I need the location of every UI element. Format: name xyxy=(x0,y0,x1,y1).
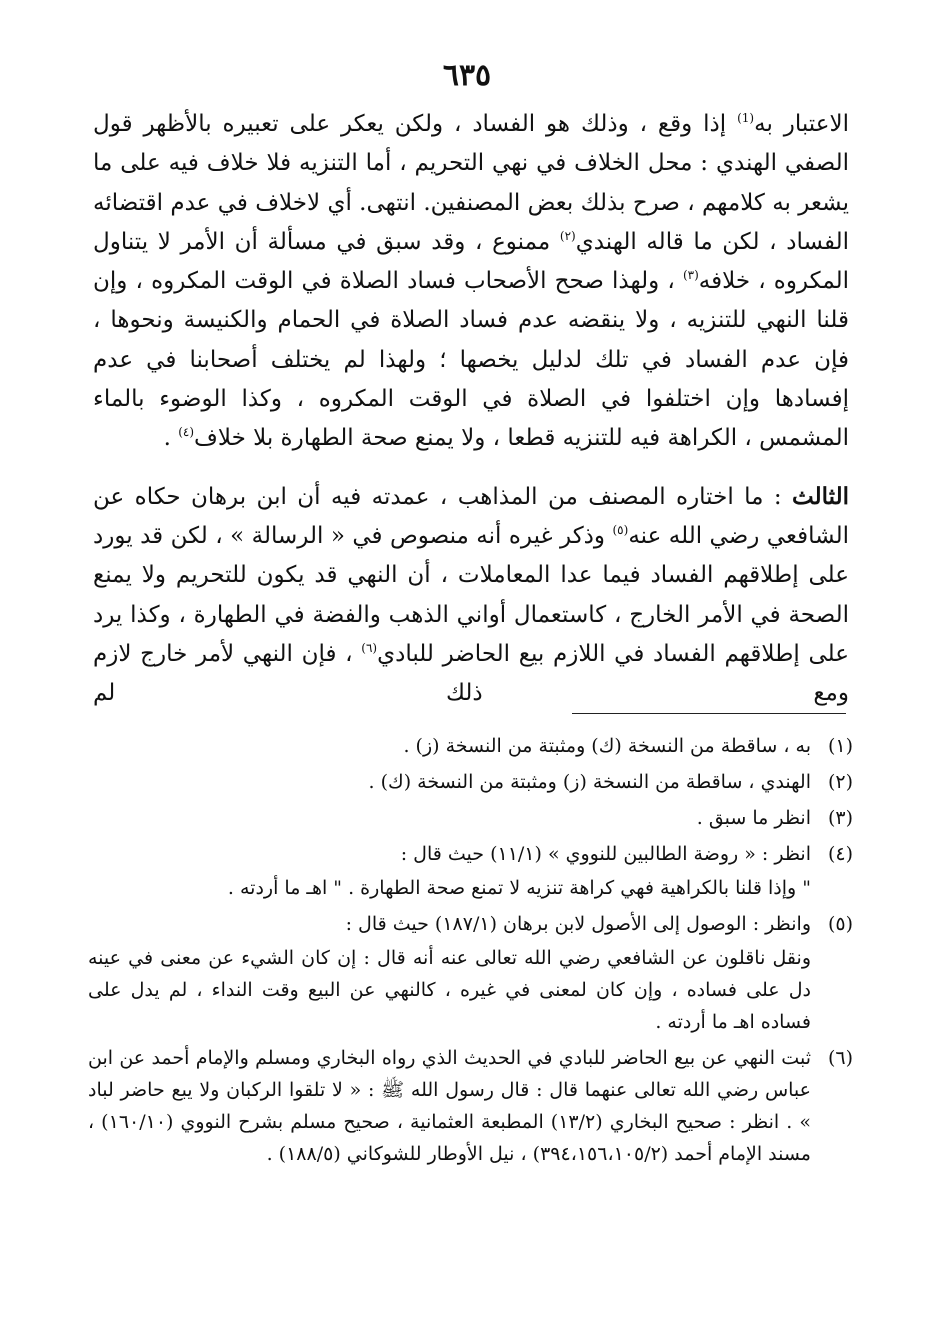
footnote-number: (١) xyxy=(827,735,853,757)
footnote-number: (٥) xyxy=(827,913,853,935)
footnote-number: (٦) xyxy=(827,1047,853,1069)
footnote-quote: ونقل ناقلون عن الشافعي رضي الله تعالى عنه أنه قال : إن كان الشيء عن معنى في عينه دل على فساده ، وإن كان لمعنى في غيره ، كالنهي عن البيع وقت النداء ، لم يدل على فساده اهـ ما أردته . xyxy=(88,947,811,1033)
footnote-text: وانظر : الوصول إلى الأصول لابن برهان (١٨٧/١) حيث قال : xyxy=(345,913,811,935)
footnotes xyxy=(88,730,853,1174)
footnote-number: (٢) xyxy=(827,771,853,793)
footnote-text: به ، ساقطة من النسخة (ك) ومثبتة من النسخة (ز) . xyxy=(403,735,811,757)
text-run: ، فإن النهي لأمر خارج لازم ومع ذلك لم xyxy=(93,640,849,707)
footnote-2 xyxy=(88,766,853,798)
footnote-body xyxy=(88,838,811,904)
footnote-body xyxy=(88,908,811,1038)
main-text xyxy=(93,105,849,713)
text-run: إذا وقع ، وذلك هو الفساد ، ولكن يعكر على تعبيره بالأظهر قول الصفي الهندي : محل الخلاف في نهي التحريم ، أما التنزيه فلا خلاف فيه على ما يشعر به كلامهم ، صرح بذلك بعض المصنفين. انتهى. أي لاخلاف في عدم اقتضائه الفساد ، لكن ما قاله الهندي xyxy=(93,111,849,255)
text-run: . xyxy=(163,425,179,452)
footnote-text: انظر : « روضة الطالبين للنووي » (١١/١) حيث قال : xyxy=(400,843,811,865)
text-run: الاعتبار به xyxy=(754,111,849,137)
footnote-1 xyxy=(88,730,853,762)
footnote-number: (٤) xyxy=(827,843,853,865)
text-run: ، ولهذا صحح الأصحاب فساد الصلاة في الوقت المكروه ، وإن قلنا النهي للتنزيه ، ولا ينقضه عدم فساد الصلاة في الحمام والكنيسة ونحوها ، فإن عدم الفساد في تلك لدليل يخصها ؛ ولهذا لم يختلف أصحابنا في عدم إفسادها وإن اختلفوا في الصلاة في الوقت المكروه ، وكذا الوضوء بالماء المشمس ، الكراهة فيه للتنزيه قطعا ، ولا يمنع صحة الطهارة بلا خلاف xyxy=(93,268,849,452)
footnote-ref-4[interactable]: (٤) xyxy=(178,425,195,440)
footnote-number: (٣) xyxy=(827,807,853,829)
footnote-text: انظر ما سبق . xyxy=(696,807,811,829)
section-lead-word: الثالث xyxy=(792,482,849,510)
paragraph-2 xyxy=(93,477,849,714)
footnote-separator xyxy=(572,713,846,714)
text-run: ممنوع ، وقد سبق في مسألة أن الأمر لا يتناول المكروه ، خلافه xyxy=(93,228,850,295)
footnote-quote: " وإذا قلنا بالكراهية فهي كراهة تنزيه لا تمنع صحة الطهارة . " اهـ ما أردته . xyxy=(227,877,811,899)
footnote-text: الهندي ، ساقطة من النسخة (ز) ومثبتة من النسخة (ك) . xyxy=(368,771,811,793)
footnote-5 xyxy=(88,908,853,1038)
text-run: : ما اختاره المصنف من المذاهب ، عمدته فيه أن ابن برهان حكاه عن الشافعي رضي الله عنه xyxy=(93,483,849,549)
footnote-6 xyxy=(88,1042,853,1170)
text-run: وذكر غيره أنه منصوص في « الرسالة » ، لكن قد يورد على إطلاقهم الفساد فيما عدا المعاملات ، أن النهي قد يكون للتحريم ولا يمنع الصحة في الأمر الخارج ، كاستعمال أواني الذهب والفضة في الطهارة ، وكذا يرد على إطلاقهم الفساد في اللازم بيع الحاضر للبادي xyxy=(93,522,849,667)
footnote-ref-5[interactable]: (٥) xyxy=(612,522,629,537)
footnote-ref-1[interactable]: (1) xyxy=(737,111,755,125)
paragraph-1 xyxy=(93,105,849,459)
footnote-ref-2[interactable]: (٢) xyxy=(559,228,576,243)
footnote-ref-6[interactable]: (٦) xyxy=(361,640,378,655)
footnote-text: ثبت النهي عن بيع الحاضر للبادي في الحديث الذي رواه البخاري ومسلم والإمام أحمد عن ابن عباس رضي الله تعالى عنهما قال : قال رسول الله ﷺ : « لا تلقوا الركبان ولا يبع حاضر لباد » . انظر : صحيح البخاري (١٣/٢) المطبعة العثمانية ، صحيح مسلم بشرح النووي (١٦٠/١٠) ، مسند الإمام أحمد (٣٩٤،١٥٦،١٠٥/٢) ، نيل الأوطار للشوكاني (١٨٨/٥) . xyxy=(88,1047,811,1165)
footnote-4 xyxy=(88,838,853,904)
page-number: ٦٣٥ xyxy=(442,58,492,93)
footnote-ref-3[interactable]: (٣) xyxy=(682,268,699,283)
footnote-3 xyxy=(88,802,853,834)
